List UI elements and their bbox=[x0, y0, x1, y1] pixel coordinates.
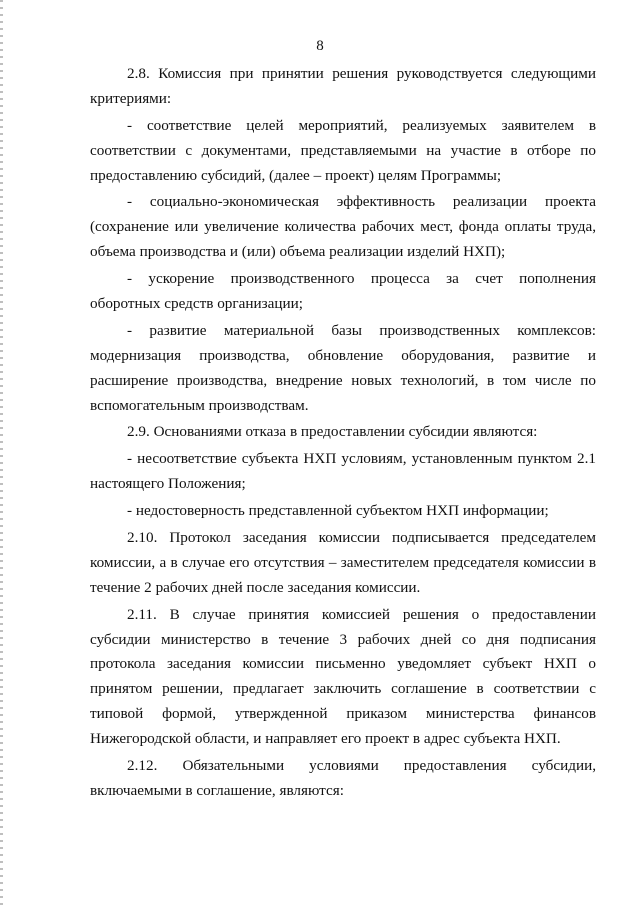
text-line: 2.11. В случае принятия комиссией решения о предоставлении bbox=[127, 605, 596, 623]
document-body bbox=[90, 62, 596, 806]
text-line: 2.10. Протокол заседания комиссии подписывается председателем bbox=[127, 529, 596, 547]
text-line: расширение производства, внедрение новых технологий, в том числе по bbox=[90, 371, 596, 389]
text-line: - несоответствие субъекта НХП условиям, установленным пунктом 2.1 bbox=[127, 450, 596, 468]
text-line: - развитие материальной базы производственных комплексов: bbox=[127, 321, 596, 339]
text-line: 2.8. Комиссия при принятии решения руководствуется следующими bbox=[127, 65, 596, 82]
text-line: протокола заседания комиссии письменно уведомляет субъект НХП о bbox=[90, 655, 596, 673]
text-line: Нижегородской области, и направляет его проект в адрес субъекта НХП. bbox=[90, 730, 561, 748]
paragraph-2-12 bbox=[90, 754, 596, 804]
paragraph-refusal-mismatch bbox=[90, 447, 596, 497]
text-line: субсидии министерство в течение 3 рабочих дней со дня подписания bbox=[90, 630, 596, 648]
paragraph-2-8-intro bbox=[90, 62, 596, 112]
text-line: 2.9. Основаниями отказа в предоставлении субсидии являются: bbox=[127, 423, 538, 441]
paragraph-criterion-efficiency bbox=[90, 190, 596, 265]
text-line: критериями: bbox=[90, 89, 172, 107]
text-line: принятом решении, предлагает заключить соглашение в соответствии с bbox=[90, 680, 596, 698]
text-line: объема производства и (или) объема реализации изделий НХП); bbox=[90, 243, 506, 261]
text-line: соответствии с документами, представляемыми на участие в отборе по bbox=[90, 141, 596, 159]
text-line: (сохранение или увеличение количества рабочих мест, фонда оплаты труда, bbox=[90, 218, 596, 236]
text-line: типовой формой, утвержденной приказом министерства финансов bbox=[90, 705, 596, 723]
text-line: предоставлению субсидий, (далее – проект) целям Программы; bbox=[90, 166, 502, 184]
paragraph-2-10 bbox=[90, 526, 596, 601]
text-line: комиссии, а в случае его отсутствия – заместителем председателя комиссии в bbox=[90, 553, 596, 571]
text-line: - социально-экономическая эффективность реализации проекта bbox=[127, 193, 596, 211]
page-number: 8 bbox=[316, 38, 324, 54]
text-line: настоящего Положения; bbox=[90, 475, 246, 493]
paragraph-criterion-development bbox=[90, 319, 596, 419]
paragraph-2-9 bbox=[90, 420, 596, 445]
text-line: включаемыми в соглашение, являются: bbox=[90, 781, 344, 799]
paragraph-2-11 bbox=[90, 603, 596, 752]
paragraph-refusal-unreliable bbox=[90, 499, 596, 524]
text-line: вспомогательным производствам. bbox=[90, 396, 309, 414]
text-line: - недостоверность представленной субъектом НХП информации; bbox=[127, 502, 549, 520]
paragraph-criterion-acceleration bbox=[90, 267, 596, 317]
text-line: 2.12. Обязательными условиями предоставления субсидии, bbox=[127, 757, 596, 775]
text-line: - ускорение производственного процесса за счет пополнения bbox=[127, 270, 596, 288]
paragraph-criterion-goals bbox=[90, 114, 596, 189]
text-line: течение 2 рабочих дней после заседания комиссии. bbox=[90, 578, 421, 596]
scan-edge-artifact bbox=[0, 0, 3, 905]
text-line: - соответствие целей мероприятий, реализуемых заявителем в bbox=[127, 116, 596, 134]
text-line: оборотных средств организации; bbox=[90, 295, 303, 313]
text-line: модернизация производства, обновление оборудования, развитие и bbox=[90, 346, 596, 364]
